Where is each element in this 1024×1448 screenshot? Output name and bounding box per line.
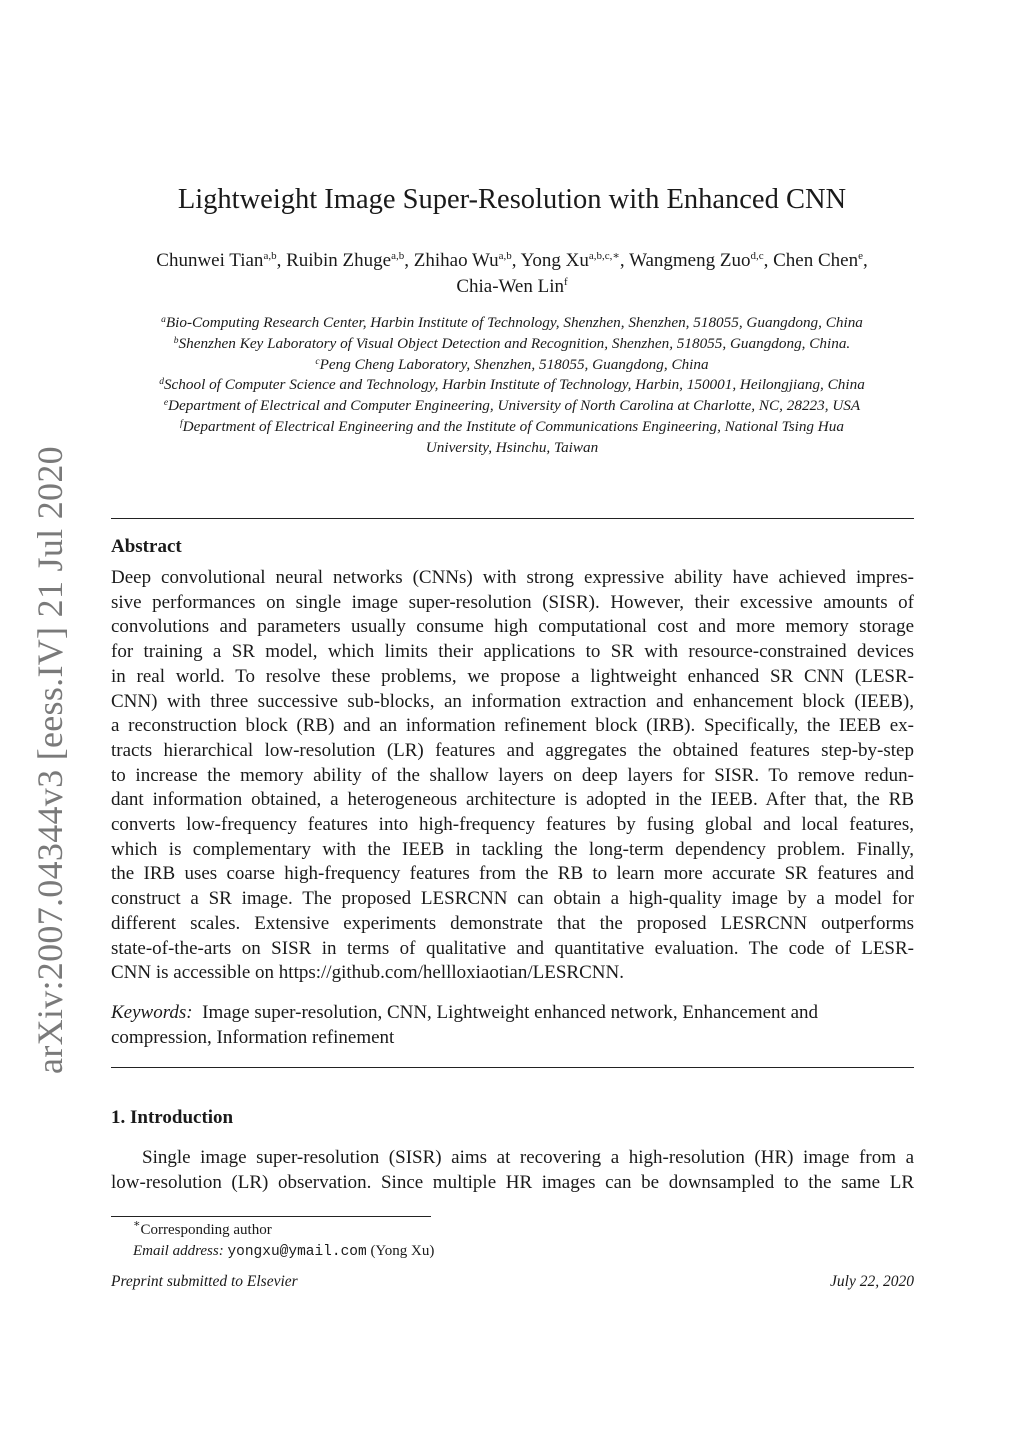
keywords-label: Keywords: <box>111 1002 193 1023</box>
author: Zhihao Wu$^{a,b}$, <box>413 250 521 271</box>
keywords <box>111 1001 914 1050</box>
abstract-top-rule <box>111 518 914 519</box>
keywords-text: Image super-resolution, CNN, Lightweight enhanced network, Enhancement and <box>202 1002 819 1023</box>
abstract-line: tracts hierarchical low-resolution (LR) features and aggregates the obtained features step-by-step <box>111 739 914 761</box>
keywords-text-cont: compression, Information refinement <box>111 1026 395 1048</box>
affiliation: $^a$Bio-Computing Research Center, Harbin Institute of Technology, Shenzhen, Shenzhen, 518055, Guangdong, China <box>161 314 863 331</box>
abstract-line: the IRB uses coarse high-frequency features from the RB to learn more accurate SR features and <box>111 863 914 885</box>
email-link[interactable]: yongxu@ymail.com <box>227 1244 367 1260</box>
abstract-line: convolutions and parameters usually consume high computational cost and more memory storage <box>111 616 914 638</box>
abstract-heading: Abstract <box>111 536 182 557</box>
affiliation: $^e$Department of Electrical and Computer Engineering, University of North Carolina at Charlotte, NC, 28223, USA <box>163 397 861 415</box>
footer-right: July 22, 2020 <box>830 1273 914 1290</box>
intro-line: Single image super-resolution (SISR) aims at recovering a high-resolution (HR) image from a <box>142 1147 914 1168</box>
abstract-line: for training a SR model, which limits their applications to SR with resource-constrained devices <box>111 641 914 663</box>
abstract-line: construct a SR image. The proposed LESRCNN can obtain a high-quality image by a model for <box>111 888 914 910</box>
author: Yong $Xu^{a,b,c,∗}$, <box>520 250 630 271</box>
author: Ruibin Zhuge$^{a,b}$, <box>286 250 414 271</box>
affiliation: $^c$Peng Cheng Laboratory, Shenzhen, 518055, Guangdong, China <box>315 355 709 373</box>
abstract-line: different scales. Extensive experiments demonstrate that the proposed LESRCNN outperforms <box>111 912 914 934</box>
affiliations <box>90 313 934 459</box>
intro-line: low-resolution (LR) observation. Since multiple HR images can be downsampled to the same LR <box>111 1171 914 1193</box>
abstract-line: which is complementary with the IEEB in tackling the long-term dependency problem. Finally, <box>111 838 914 860</box>
author: Wangmeng Zuo$^{d,c}$, <box>629 250 774 271</box>
intro-body <box>111 1146 914 1195</box>
affiliation: $^b$Shenzhen Key Laboratory of Visual Object Detection and Recognition, Shenzhen, 518055, Guangdong, China. <box>173 334 851 352</box>
abstract-line: Deep convolutional neural networks (CNNs) with strong expressive ability have achieved impres- <box>111 567 914 588</box>
footnote-rule <box>111 1216 431 1217</box>
abstract-bottom-rule <box>111 1067 914 1068</box>
abstract-line: sive performances on single image super-resolution (SISR). However, their excessive amounts of <box>111 591 914 613</box>
arxiv-side-label: arXiv:2007.04344v3 [eess.IV] 21 Jul 2020 <box>30 446 70 1074</box>
intro-heading: 1. Introduction <box>111 1107 234 1128</box>
abstract-line: dant information obtained, a heterogeneous architecture is adopted in the IEEB. After that, the RB <box>111 789 914 811</box>
abstract-line: CNN is accessible on https://github.com/hellloxiaotian/LESRCNN. <box>111 962 624 984</box>
author: Chen Chen$^e$, <box>773 250 868 271</box>
affiliation: $^d$School of Computer Science and Technology, Harbin Institute of Technology, Harbin, 150001, Heilongjiang, China <box>159 376 865 394</box>
abstract-line: state-of-the-arts on SISR in terms of qualitative and quantitative evaluation. The code of LESR- <box>111 937 914 959</box>
affiliation: $^f$Department of Electrical Engineering and the Institute of Communications Engineering, National Tsing Hua <box>180 417 844 435</box>
abstract-line: converts low-frequency features into high-frequency features by fusing global and local features, <box>111 814 914 836</box>
abstract-line: a reconstruction block (RB) and an information refinement block (IRB). Specifically, the IEEB ex- <box>111 715 914 737</box>
abstract-body <box>111 566 914 986</box>
author-list <box>90 248 934 300</box>
affiliation: University, Hsinchu, Taiwan <box>425 438 599 456</box>
abstract-line: CNN) with three successive sub-blocks, an information extraction and enhancement block (IEEB), <box>111 690 914 712</box>
author: Chunwei Tian$^{a,b}$, <box>156 250 287 271</box>
footnote-corresponding: ∗Corresponding author <box>133 1218 272 1238</box>
paper-title: Lightweight Image Super-Resolution with Enhanced CNN <box>177 184 847 215</box>
author: Chia-Wen Lin$^f$ <box>456 276 568 297</box>
abstract-line: in real world. To resolve these problems, we propose a lightweight enhanced SR CNN (LESR- <box>111 665 914 687</box>
footnote-email: Email address: yongxu@ymail.com (Yong Xu) <box>133 1243 435 1260</box>
abstract-line: to increase the memory ability of the shallow layers on deep layers for SISR. To remove redun- <box>111 764 914 786</box>
footer-left: Preprint submitted to Elsevier <box>111 1273 298 1290</box>
